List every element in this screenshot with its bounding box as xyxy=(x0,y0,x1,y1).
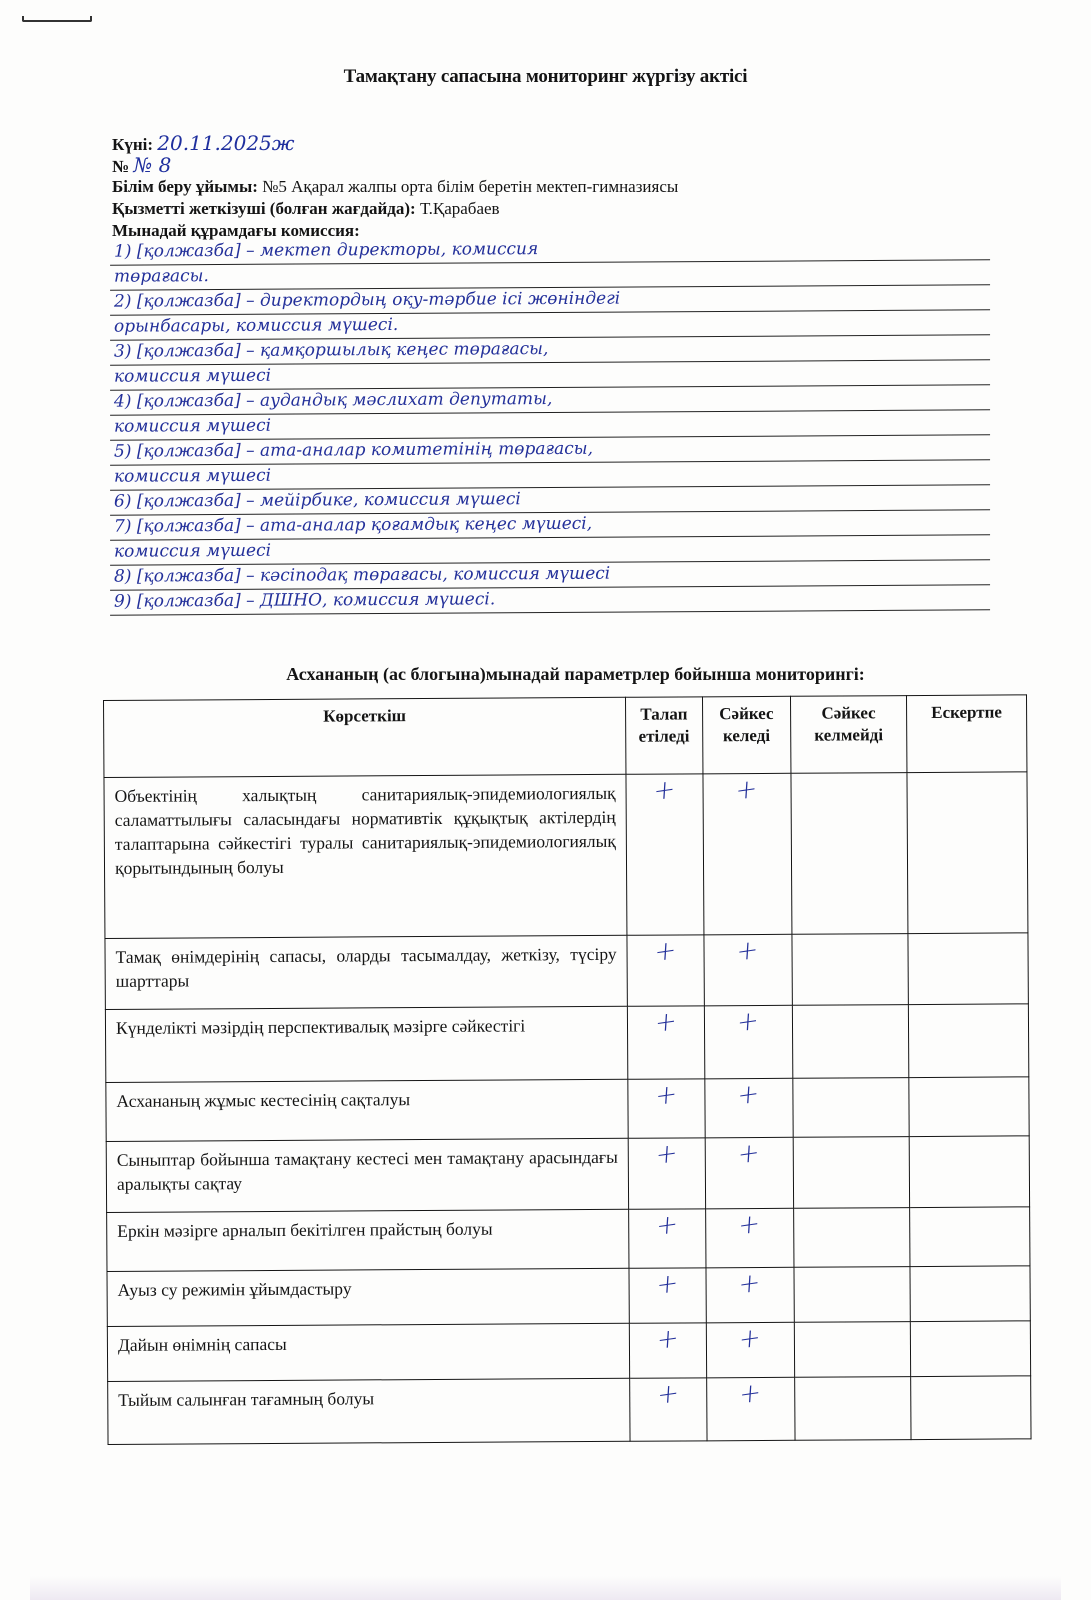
header-required: Талап етіледі xyxy=(626,697,703,774)
commission-line: комиссия мүшесі xyxy=(110,535,990,565)
commission-line: 3) [қолжазба] – қамқоршылық кеңес төрағасы, xyxy=(110,335,990,365)
number-value: № 8 xyxy=(133,153,172,177)
compliant-cell xyxy=(705,1208,794,1268)
date-label: Күні: xyxy=(112,135,154,154)
commission-line: 4) [қолжазба] – аудандық мәслихат депутаты, xyxy=(110,385,990,415)
indicator-cell: Еркін мәзірге арналып бекітілген прайстың болуы xyxy=(107,1209,629,1271)
plus-mark: + xyxy=(655,1267,680,1302)
table-row xyxy=(107,1266,1030,1327)
document-meta xyxy=(112,132,1012,242)
corner-pen-mark xyxy=(22,16,92,22)
commission-line: комиссия мүшесі xyxy=(110,360,990,390)
required-cell xyxy=(629,1209,706,1268)
noncompliant-cell xyxy=(792,934,908,1006)
note-cell xyxy=(907,772,1028,934)
noncompliant-cell xyxy=(793,1078,909,1138)
compliant-cell xyxy=(704,1078,793,1138)
plus-mark: + xyxy=(737,1137,761,1171)
compliant-cell xyxy=(706,1322,795,1378)
required-cell xyxy=(629,1268,706,1323)
commission-label: Мынадай құрамдағы комиссия: xyxy=(112,221,360,240)
commission-line: 9) [қолжазба] – ДШНО, комиссия мүшесі. xyxy=(110,585,990,615)
organization-row xyxy=(112,176,1012,198)
indicator-cell: Тамақ өнімдерінің сапасы, оларды тасымалдау, жеткізу, түсіру шарттары xyxy=(105,935,627,1009)
commission-line: 7) [қолжазба] – ата-аналар қоғамдық кеңес мүшесі, xyxy=(110,510,990,540)
required-cell xyxy=(628,1079,705,1138)
plus-mark: + xyxy=(738,1377,763,1411)
note-cell xyxy=(909,1136,1029,1208)
plus-mark: + xyxy=(737,1208,762,1242)
table-row xyxy=(108,1376,1031,1445)
note-cell xyxy=(908,1004,1028,1078)
section-title: Асхананың (ас блогына)мынадай параметрлер бойынша мониторингі: xyxy=(286,664,865,684)
organization-value: №5 Ақарал жалпы орта білім беретін мектеп-гимназиясы xyxy=(262,177,679,196)
table-row xyxy=(106,1136,1029,1213)
noncompliant-cell xyxy=(792,1005,908,1079)
header-noncompliant: Сәйкес келмейді xyxy=(790,696,906,774)
indicator-cell: Сыныптар бойынша тамақтану кестесі мен тамақтану арасындағы аралықты сақтау xyxy=(106,1138,628,1212)
note-cell xyxy=(910,1207,1030,1267)
plus-mark: + xyxy=(735,773,759,807)
note-cell xyxy=(910,1321,1030,1377)
plus-mark: + xyxy=(738,1322,762,1356)
table-row xyxy=(104,772,1028,939)
plus-mark: + xyxy=(654,1137,679,1172)
commission-line: орынбасары, комиссия мүшесі. xyxy=(110,310,990,340)
compliant-cell xyxy=(704,1005,793,1079)
header-note: Ескертпе xyxy=(906,695,1026,773)
bleed-through-shadow xyxy=(30,1576,1061,1600)
table-row xyxy=(106,1077,1029,1142)
indicator-cell: Дайын өнімнің сапасы xyxy=(107,1323,629,1381)
plus-mark: + xyxy=(655,1322,680,1357)
noncompliant-cell xyxy=(794,1208,910,1268)
indicator-cell: Асхананың жұмыс кестесінің сақталуы xyxy=(106,1079,628,1141)
required-cell xyxy=(629,1323,706,1378)
supplier-value: Т.Қарабаев xyxy=(419,199,500,218)
compliant-cell xyxy=(705,1137,794,1209)
indicator-cell: Тыйым салынған тағамның болуы xyxy=(108,1378,630,1444)
number-row xyxy=(112,154,1012,176)
table-row xyxy=(105,1004,1028,1083)
commission-line: 1) [қолжазба] – мектеп директоры, комиссия xyxy=(110,235,990,265)
commission-line: комиссия мүшесі xyxy=(110,460,990,490)
date-row xyxy=(112,132,1012,154)
document-title: Тамақтану сапасына мониторинг жүргізу актісі xyxy=(343,66,748,87)
note-cell xyxy=(908,933,1028,1005)
supplier-label: Қызметті жеткізуші (болған жағдайда): xyxy=(112,199,416,218)
note-cell xyxy=(910,1266,1030,1322)
table-row xyxy=(105,933,1028,1010)
plus-mark: + xyxy=(656,1377,680,1412)
plus-mark: + xyxy=(653,934,678,969)
date-value: 20.11.2025ж xyxy=(157,131,295,155)
plus-mark: + xyxy=(738,1267,762,1301)
plus-mark: + xyxy=(736,1078,761,1112)
noncompliant-cell xyxy=(795,1377,911,1441)
plus-mark: + xyxy=(654,1078,678,1113)
monitoring-table xyxy=(103,694,1032,1445)
commission-line: төрағасы. xyxy=(110,260,990,290)
commission-line: комиссия мүшесі xyxy=(110,410,990,440)
indicator-cell: Ауыз су режимін ұйымдастыру xyxy=(107,1268,629,1326)
plus-mark: + xyxy=(736,1005,761,1039)
header-indicator: Көрсеткіш xyxy=(104,697,626,777)
header-compliant: Сәйкес келеді xyxy=(702,696,791,774)
commission-line: 5) [қолжазба] – ата-аналар комитетінің төрағасы, xyxy=(110,435,990,465)
commission-line: 2) [қолжазба] – директордың оқу-тәрбие ісі жөніндегі xyxy=(110,285,990,315)
table-row xyxy=(107,1207,1030,1272)
noncompliant-cell xyxy=(793,1137,909,1209)
compliant-cell xyxy=(703,773,792,935)
noncompliant-cell xyxy=(794,1322,910,1378)
table-header-row xyxy=(104,695,1027,778)
plus-mark: + xyxy=(652,773,677,808)
commission-line: 6) [қолжазба] – мейірбике, комиссия мүшесі xyxy=(110,485,990,515)
compliant-cell xyxy=(706,1377,795,1441)
note-cell xyxy=(909,1077,1029,1137)
number-label: № xyxy=(112,157,130,176)
indicator-cell: Объектінің халықтың санитариялық-эпидемиологиялық саламаттылығы саласындағы нормативтік құқықтық актілердің талаптарына сәйкестігі туралы санитариялық-эпидемиологиялық қорытындының болуы xyxy=(104,774,627,938)
plus-mark: + xyxy=(655,1208,679,1243)
plus-mark: + xyxy=(736,934,760,968)
noncompliant-cell xyxy=(794,1267,910,1323)
commission-line: 8) [қолжазба] – кәсіподақ төрағасы, комиссия мүшесі xyxy=(110,560,990,590)
noncompliant-cell xyxy=(791,773,908,935)
compliant-cell xyxy=(706,1267,795,1323)
commission-members-list xyxy=(110,238,990,613)
required-cell xyxy=(628,1138,705,1209)
required-cell xyxy=(630,1378,707,1441)
required-cell xyxy=(627,935,704,1006)
required-cell xyxy=(626,774,704,935)
required-cell xyxy=(627,1006,704,1079)
table-row xyxy=(107,1321,1030,1382)
note-cell xyxy=(911,1376,1031,1440)
plus-mark: + xyxy=(654,1005,678,1040)
supplier-row xyxy=(112,198,1012,220)
compliant-cell xyxy=(704,934,793,1006)
organization-label: Білім беру ұйымы: xyxy=(112,177,258,196)
indicator-cell: Күнделікті мәзірдің перспективалық мәзірге сәйкестігі xyxy=(105,1006,627,1082)
